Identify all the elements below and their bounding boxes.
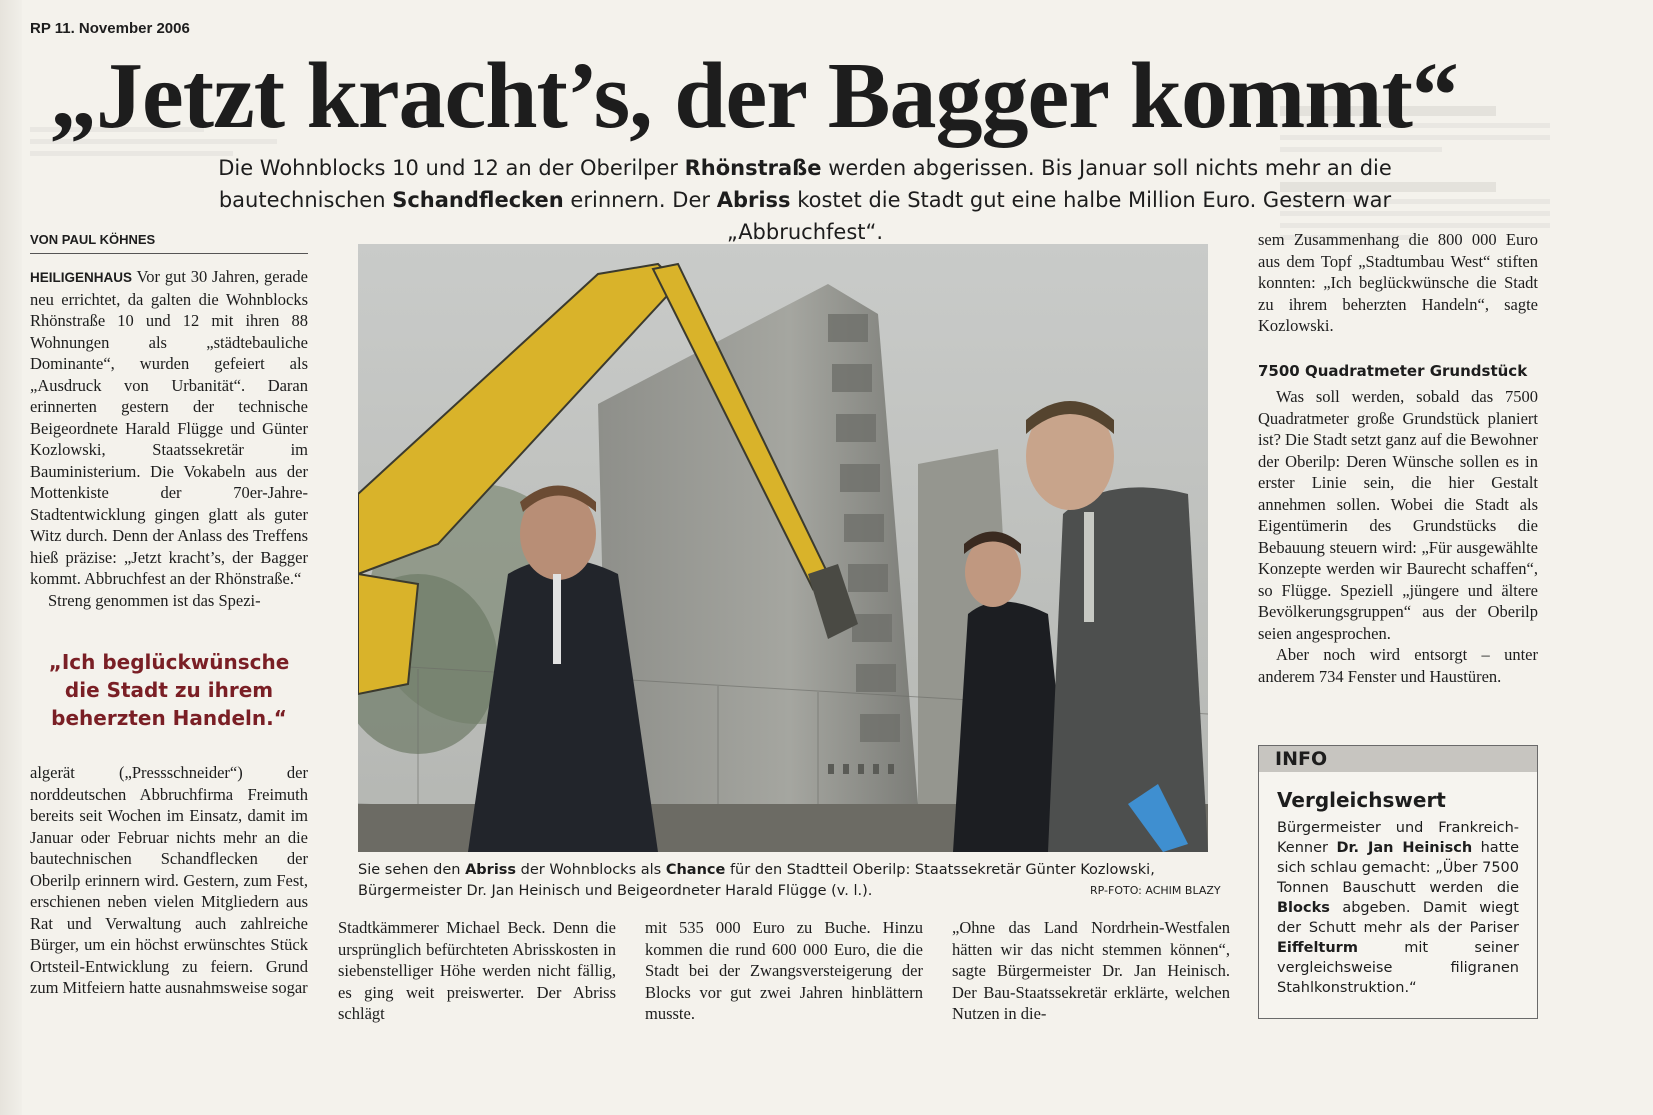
photo-caption	[358, 860, 1216, 902]
paragraph: algerät („Pressschneider“) der norddeutschen Abbruchfirma Freimuth bereits seit Wochen im Einsatz, damit im Januar oder Februar nichts mehr an die bautechnischen Schandflecken der Oberilp erinnern wird. Gestern, zum Fest, erschienen neben vielen Mitgliedern aus Rat und Verwaltung auch zahlreiche Bürger, um ein höchst erwünschtes Stück Ortsteil-Entwicklung zu feiern. Grund zum Mitfeiern hatte ausnahmsweise sogar	[30, 763, 308, 997]
pull-quote: „Ich beglückwünsche die Stadt zu ihrem beherzten Handeln.“	[48, 650, 290, 730]
paragraph: Aber noch wird entsorgt – unter anderem 734 Fenster und Haustüren.	[1258, 645, 1538, 686]
article-column-1	[30, 266, 308, 611]
subhead	[190, 152, 1420, 248]
info-text: hatte sich schlau gemacht: „Über 7500 Tonnen Bauschutt werden die	[1277, 840, 1519, 896]
info-box	[1258, 745, 1538, 1019]
subhead-text: Die Wohnblocks 10 und 12 an der Oberilper	[218, 156, 685, 180]
info-text: Bürgermeister und Frankreich-Kenner	[1277, 820, 1519, 856]
news-photo	[358, 244, 1208, 852]
subhead-text: werden abgerissen. Bis Januar soll nichts mehr an die	[821, 156, 1392, 180]
caption-text: der Wohnblocks als	[516, 862, 666, 878]
info-box-body	[1277, 818, 1519, 998]
info-text: mit seiner vergleichsweise filigranen Stahlkonstruktion.“	[1277, 940, 1519, 996]
subhead-emphasis: Schandflecken	[392, 188, 564, 212]
paragraph: sem Zusammenhang die 800 000 Euro aus dem Topf „Stadtumbau West“ stiften konnten: „Ich beglückwünsche die Stadt zu ihrem beherzten Handeln“, sagte Kozlowski.	[1258, 230, 1538, 335]
subhead-text: bautechnischen	[218, 188, 393, 212]
caption-text: für den Stadtteil Oberilp: Staatssekretär Günter Kozlowski, Bürgermeister Dr. Jan Heinisch und Beigeordneter Harald Flügge (v. l.).	[358, 862, 1155, 899]
article-column-5-continued	[1258, 386, 1538, 687]
demolition-photo-illustration	[358, 244, 1208, 852]
paragraph: „Ohne das Land Nordrhein-Westfalen hätten wir das nicht stemmen können“, sagte Bürgermeister Dr. Jan Heinisch. Der Bau-Staatssekretär erklärte, welchen Nutzen in die-	[952, 918, 1230, 1023]
subhead-text: erinnern. Der	[563, 188, 717, 212]
article-column-1-continued	[30, 762, 308, 999]
subhead-emphasis: Rhönstraße	[684, 156, 822, 180]
byline: VON PAUL KÖHNES	[30, 232, 308, 254]
article-column-4	[952, 917, 1230, 1025]
headline: „Jetzt kracht’s, der Bagger kommt“	[50, 44, 1458, 148]
paragraph: mit 535 000 Euro zu Buche. Hinzu kommen die rund 600 000 Euro, die die Stadt bei der Zwangsversteigerung der Blocks vor gut zwei Jahren hinblättern musste.	[645, 918, 923, 1023]
article-column-2	[338, 917, 616, 1025]
lead-paragraph	[30, 266, 308, 590]
section-subheading: 7500 Quadratmeter Grundstück	[1258, 362, 1528, 380]
paragraph: Was soll werden, sobald das 7500 Quadratmeter große Grundstück planiert ist? Die Stadt setzt ganz auf die Bewohner der Oberilp: Deren Wünsche sollen es in erster Linie sein, die hier Gestalt annehmen sollen. Wobei die Stadt als Eigentümerin des Grundstücks die Bebauung steuern wird: „Für ausgewählte Konzepte werden wir Baurecht schaffen“, so Flügge. Speziell „jüngere und ältere Bevölkerungsgruppen“ aus der Oberilp seien angesprochen.	[1258, 387, 1538, 643]
paragraph: Stadtkämmerer Michael Beck. Denn die ursprünglich befürchteten Abrisskosten in siebenstelliger Höhe werden nicht fällig, es ging weit preiswerter. Der Abriss schlägt	[338, 918, 616, 1023]
dateline: RP 11. November 2006	[30, 20, 190, 37]
info-emphasis: Blocks	[1277, 900, 1330, 916]
clipping-edge	[0, 0, 22, 1115]
subhead-text: kostet die Stadt gut eine halbe Million Euro. Gestern war „Abbruchfest“.	[726, 188, 1392, 244]
caption-emphasis: Chance	[665, 862, 726, 878]
caption-emphasis: Abriss	[465, 862, 517, 878]
info-box-title: Vergleichswert	[1277, 788, 1446, 812]
photo-credit: RP-FOTO: ACHIM BLAZY	[1090, 884, 1221, 897]
info-emphasis: Dr. Jan Heinisch	[1336, 840, 1473, 856]
caption-text: Sie sehen den	[358, 862, 466, 878]
info-emphasis: Eiffelturm	[1277, 940, 1358, 956]
paragraph: Streng genommen ist das Spezi-	[48, 590, 261, 610]
article-column-3	[645, 917, 923, 1025]
article-column-5	[1258, 229, 1538, 337]
info-box-header: INFO	[1259, 746, 1537, 772]
lead-text: Vor gut 30 Jahren, gerade neu errichtet, da galten die Wohnblocks Rhönstraße 10 und 12 mit ihren 88 Wohnungen als „städtebauliche Dominante“, wurden gefeiert als „Ausdruck von Urbanität“. Daran erinnerten gestern der technische Beigeordnete Harald Flügge und Günter Kozlowski, Staatssekretär im Bauministerium. Die Vokabeln aus der Mottenkiste der 70er-Jahre-Stadtentwicklung gingen glatt als guter Witz durch. Denn der Anlass des Treffens hieß präzise: „Jetzt kracht’s, der Bagger kommt. Abbruchfest an der Rhönstraße.“	[30, 267, 308, 588]
subhead-emphasis: Abriss	[716, 188, 791, 212]
info-text: abgeben. Damit wiegt der Schutt mehr als der Pariser	[1277, 900, 1519, 936]
place-kicker: HEILIGENHAUS	[30, 270, 133, 285]
